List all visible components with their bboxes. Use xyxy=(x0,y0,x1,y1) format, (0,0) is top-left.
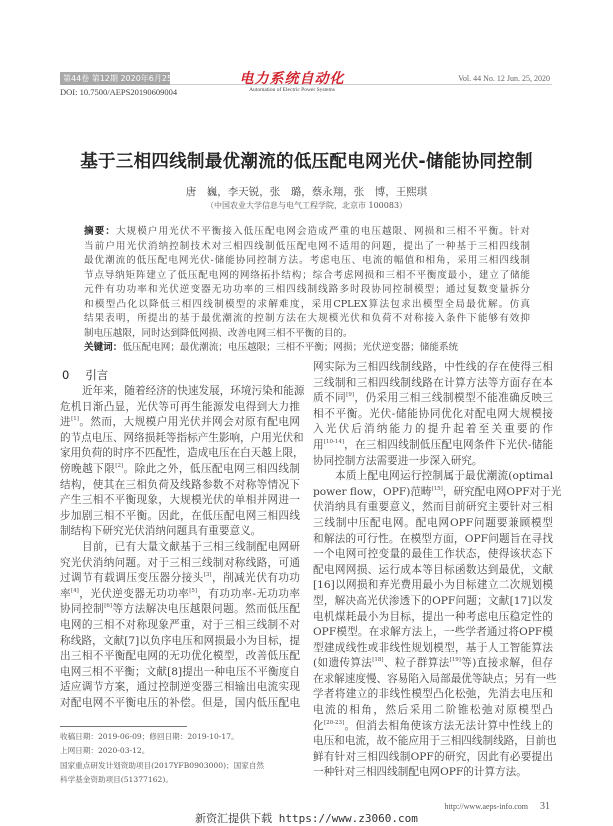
line-text: 协同控制方法需要进一步深入研究。 xyxy=(313,454,483,467)
line-text: 伏消纳具有重要意义，然而目前研究主要针对三相 xyxy=(313,501,553,514)
line-text: 产生三相不平衡现象，大规模光伏的单相并网进一 xyxy=(60,494,300,507)
abstract-line xyxy=(84,312,530,327)
footnote-rule xyxy=(60,726,187,727)
citation[interactable]: [5] xyxy=(189,587,197,594)
page-number: 31 xyxy=(540,801,550,812)
abstract-line xyxy=(84,225,530,240)
line-text: 称线路，文献[7]以负序电压和网损最小为目标，提 xyxy=(60,634,300,647)
citation[interactable]: [2] xyxy=(115,462,124,469)
line-text: 。除此之外，低压配电网三相四线制 xyxy=(123,462,301,475)
line-text: 配电网网损、运行成本等目标函数达到最优，文献 xyxy=(313,563,553,576)
paragraph-line xyxy=(60,509,300,525)
footnote-line: 收稿日期：2019-06-09；修回日期：2019-10-17。 xyxy=(60,732,239,741)
footnote-line: 科学基金资助项目(51377162)。 xyxy=(60,774,173,784)
keywords: 低压配电网；最优潮流；电压越限；三相不平衡；网损；光伏逆变器；储能系统 xyxy=(122,342,459,353)
citation[interactable]: [18] xyxy=(372,657,384,664)
paragraph-line xyxy=(313,422,553,438)
paragraph-line xyxy=(60,665,300,681)
issue-info: 第44卷 第12期 2020年6月25日 xyxy=(63,74,181,83)
citation[interactable]: [20-23] xyxy=(324,719,345,726)
paragraph-line xyxy=(60,431,304,447)
line-text: 三线制中压配电网。配电网OPF问题要兼顾模型 xyxy=(313,516,553,529)
paragraph-line xyxy=(313,578,553,594)
volume-info: Vol. 44 No. 12 Jun. 25, 2020 xyxy=(458,74,550,83)
line-text: (如遗传算法 xyxy=(313,657,373,670)
line-text: 率 xyxy=(60,587,71,600)
line-text: 相不平衡。光伏-储能协同优化对配电网大规模接 xyxy=(313,407,553,420)
paragraph-line xyxy=(313,391,553,407)
line-text: 制结构下研究光伏消纳问题具有重要意义。 xyxy=(60,525,262,538)
paragraph-line xyxy=(313,750,553,766)
line-text: 等方法解决电压越限问题。然而低压配 xyxy=(112,603,301,616)
line-text: 学者将建立的非线性模型凸化松弛，先消去电压和 xyxy=(313,688,553,701)
paragraph-line xyxy=(60,384,305,400)
footnote-line: 上网日期：2020-03-12。 xyxy=(60,746,150,756)
line-text: 对配电网不平衡电压的补偿。但是，国内低压配电 xyxy=(60,696,300,709)
paragraph-line xyxy=(60,400,300,416)
line-text: 适应调节方案，通过控制逆变器三相输出电流实现 xyxy=(60,681,300,694)
line-text: 网实际为三相四线制线路，中性线的存在使得三相 xyxy=(313,361,553,373)
paragraph-line xyxy=(60,618,300,634)
line-text: 一个电网可控变量的最佳工作状态，使得该状态下 xyxy=(313,548,553,561)
line-text: 的节点电压、网络损耗等指标产生影响，户用光伏和 xyxy=(60,431,304,444)
footer-url[interactable]: http://www.aeps-info.com xyxy=(444,802,528,811)
line-text: 本质上配电网运行控制属于最优潮流(optimal xyxy=(335,470,553,483)
abstract-line xyxy=(84,283,530,298)
line-text: 过调节有载调压变压器分接头 xyxy=(60,572,204,585)
paragraph-line xyxy=(313,594,553,610)
line-text: 目前，已有大量文献基于三相三线制配电网研 xyxy=(82,540,300,553)
section-title: 引言 xyxy=(85,368,109,382)
abstract-text: 当前户用光伏消纳控制技术对三相四线制低压配电网不适用的问题，提出了一种基于三相四线制 xyxy=(84,240,530,252)
paragraph-line xyxy=(60,478,300,494)
abstract-line xyxy=(84,240,530,255)
paragraph-line xyxy=(60,446,304,462)
line-text: 电压和电流，故不能应用于三相四线制线路，目前也 xyxy=(313,735,557,748)
abstract-line xyxy=(84,298,530,313)
paragraph-line xyxy=(60,696,300,712)
doi[interactable]: DOI: 10.7500/AEPS20190609004 xyxy=(60,87,178,97)
citation[interactable]: [9] xyxy=(346,392,354,399)
paragraph-line xyxy=(313,641,553,657)
paragraph-line xyxy=(60,540,300,556)
abstract-label: 摘要： xyxy=(84,226,116,237)
paragraph-line xyxy=(60,587,300,603)
paragraph-line xyxy=(313,376,553,392)
abstract-line xyxy=(84,254,530,269)
paragraph-line xyxy=(313,547,553,563)
paragraph-line xyxy=(60,556,300,572)
line-text: 傍晚越下限 xyxy=(60,462,116,475)
line-text: 质不同 xyxy=(313,392,347,405)
line-text: 协同控制 xyxy=(60,603,105,616)
line-text: 。但消去相角使该方法无法计算中性线上的 xyxy=(344,719,554,732)
affiliation: （中国农业大学信息与电气工程学院，北京市 100083） xyxy=(205,201,408,210)
abstract-text: 和模型凸化以降低三相四线制模型的求解难度，采用CPLEX算法包求出模型全局最优解。仿真 xyxy=(84,298,530,310)
paragraph-line xyxy=(313,719,553,735)
line-text: ，研究配电网OPF对于光 xyxy=(442,485,562,498)
paragraph-line xyxy=(313,454,553,470)
line-text: 三线制和三相四线制线路在计算方法等方面存在本 xyxy=(313,376,553,389)
line-text: 、粒子群算法 xyxy=(383,657,450,670)
line-text: 型，解决高光伏渗透下的OPF问题；文献[17]以发 xyxy=(313,594,553,607)
line-text: ，在三相四线制低压配电网条件下光伏-储能 xyxy=(343,438,554,451)
left-column-body xyxy=(60,384,305,711)
line-text: 电流的相角，然后采用二阶锥松弛对原模型凸 xyxy=(313,704,553,717)
line-text: 出三相不平衡配电网的无功优化模型，改善低压配 xyxy=(60,650,300,663)
paragraph-line xyxy=(313,516,553,532)
paragraph-line xyxy=(60,462,300,478)
paragraph-line xyxy=(60,415,300,431)
line-text: 进 xyxy=(60,416,72,429)
section-number: 0 xyxy=(62,368,70,382)
citation[interactable]: [19] xyxy=(449,657,461,664)
journal-logo: 电力系统自动化 xyxy=(239,71,345,87)
line-text: 鲜有针对三相四线制OPF的研究，因此有必要提出 xyxy=(313,750,553,763)
journal-english-name: Automation of Electric Power Systems xyxy=(249,87,335,93)
paragraph-line xyxy=(313,485,562,501)
citation[interactable]: [10-14] xyxy=(323,438,344,445)
line-text: 化 xyxy=(313,719,324,732)
line-text: ，光伏逆变器无功功率 xyxy=(78,587,190,600)
citation[interactable]: [3] xyxy=(203,572,212,579)
abstract-line xyxy=(84,327,530,342)
footnotes xyxy=(60,730,300,787)
citation[interactable]: [1] xyxy=(71,416,79,423)
abstract-text: 结果表明，所提出的基于最优潮流的控制方法在大规模光伏和负荷不对称接入条件下能够有效抑 xyxy=(84,313,530,324)
line-text: 究光伏消纳问题。对于三相三线制对称线路，可通 xyxy=(60,556,300,569)
line-text: ，仍采用三相三线制模型不能准确反映三 xyxy=(353,392,553,405)
paragraph-line xyxy=(313,407,553,423)
abstract-text: 制电压越限，同时达到降低网损、改善电网三相不平衡的目的。 xyxy=(84,327,353,339)
line-text: power flow，OPF)范畴 xyxy=(313,485,432,498)
line-text: ，削减光伏有功功 xyxy=(211,572,301,585)
abstract-text: 元件有功功率和光伏逆变器无功功率的三相四线制线路多时段协同控制模型；通过复数变量拆分 xyxy=(84,284,530,295)
line-text: ，有功功率-无功功率 xyxy=(197,587,300,600)
line-text: 电机煤耗最小为目标，提出一种考虑电压稳定性的 xyxy=(313,610,553,623)
paper-title: 基于三相四线制最优潮流的低压配电网光伏-储能协同控制 xyxy=(80,152,533,172)
paragraph-line xyxy=(313,360,553,376)
paragraph-line xyxy=(313,532,553,548)
line-text: OPF模型。在求解方法上，一些学者通过将OPF模 xyxy=(313,626,553,639)
line-text: 型建成线性或非线性规划模型，基于人工智能算法 xyxy=(313,641,553,654)
line-text: 一种针对三相四线制配电网OPF的计算方法。 xyxy=(313,766,527,779)
line-text: 等)直接求解，但存 xyxy=(460,657,553,670)
paragraph-line xyxy=(313,500,553,516)
paragraph-line xyxy=(313,469,553,485)
paragraph-line xyxy=(313,703,553,719)
paragraph-line xyxy=(313,765,553,781)
paragraph-line xyxy=(313,438,553,454)
line-text: 电网三相不平衡；文献[8]提出一种电压不平衡度自 xyxy=(60,665,300,678)
authors: 唐 巍，李天锐，张 璐，蔡永翔，张 博，王熙琪 xyxy=(185,186,428,198)
citation[interactable]: [4] xyxy=(71,587,79,594)
citation[interactable]: [15] xyxy=(431,485,443,492)
download-watermark: 新资汇提供下载 https://www.z3060.com xyxy=(195,812,418,825)
line-text: 家用负荷的时序不匹配性，造成电压在白天越上限， xyxy=(60,447,304,460)
paragraph-line xyxy=(60,680,300,696)
abstract xyxy=(84,225,530,356)
line-text: 危机日渐凸显，光伏等可再生能源发电得到大力推 xyxy=(60,400,300,413)
paragraph-line xyxy=(313,734,557,750)
paragraph-line xyxy=(60,602,300,618)
paragraph-line xyxy=(60,571,300,587)
line-text: 电网的三相不对称现象严重，对于三相三线制不对 xyxy=(60,618,300,631)
paragraph-line xyxy=(313,687,553,703)
paragraph-line xyxy=(313,610,553,626)
line-text: 步加剧三相不平衡。因此，在低压配电网三相四线 xyxy=(60,509,300,522)
abstract-text: 大规模户用光伏不平衡接入低压配电网会造成严重的电压越限、网损和三相不平衡。针对 xyxy=(115,226,531,237)
paragraph-line xyxy=(313,625,553,641)
keywords-line xyxy=(84,341,530,356)
section-heading xyxy=(62,367,108,383)
line-text: 。然而，大规模户用光伏并网会对原有配电网 xyxy=(78,416,301,429)
right-column-body xyxy=(313,360,562,781)
abstract-text: 最优潮流的低压配电网光伏-储能协同控制方法。考虑电压、电流的幅值和相角，采用三相四线制 xyxy=(84,255,530,266)
paragraph-line xyxy=(313,672,557,688)
citation[interactable]: [6] xyxy=(104,603,113,610)
abstract-text: 节点导纳矩阵建立了低压配电网的网络拓扑结构；综合考虑网损和三相不平衡度最小，建立了储能 xyxy=(84,269,530,281)
line-text: 和解法的可行性。在模型方面，OPF问题旨在寻找 xyxy=(313,532,553,545)
line-text: 近年来，随着经济的快速发展，环境污染和能源 xyxy=(82,385,305,397)
paragraph-line xyxy=(313,563,553,579)
line-text: 入光伏后消纳能力的提升起着至关重要的作 xyxy=(313,423,553,436)
abstract-line xyxy=(84,269,530,284)
header-rule xyxy=(170,84,552,85)
line-text: 用 xyxy=(313,438,324,451)
paragraph-line xyxy=(313,656,553,672)
line-text: 结构，使其在三相负荷及线路参数不对称等情况下 xyxy=(60,478,300,491)
paragraph-line xyxy=(60,634,300,650)
keywords-label: 关键词： xyxy=(84,342,123,353)
paragraph-line xyxy=(60,649,300,665)
line-text: 在求解速度慢、容易陷入局部最优等缺点；另有一些 xyxy=(313,672,557,685)
paragraph-line xyxy=(60,493,300,509)
line-text: [16]以网损和弃光费用最小为目标建立二次规划模 xyxy=(313,579,553,592)
issue-info-box xyxy=(60,72,181,85)
footnote-line: 国家重点研发计划资助项目(2017YFB0903000)；国家自然 xyxy=(60,760,265,770)
paragraph-line xyxy=(60,524,300,540)
